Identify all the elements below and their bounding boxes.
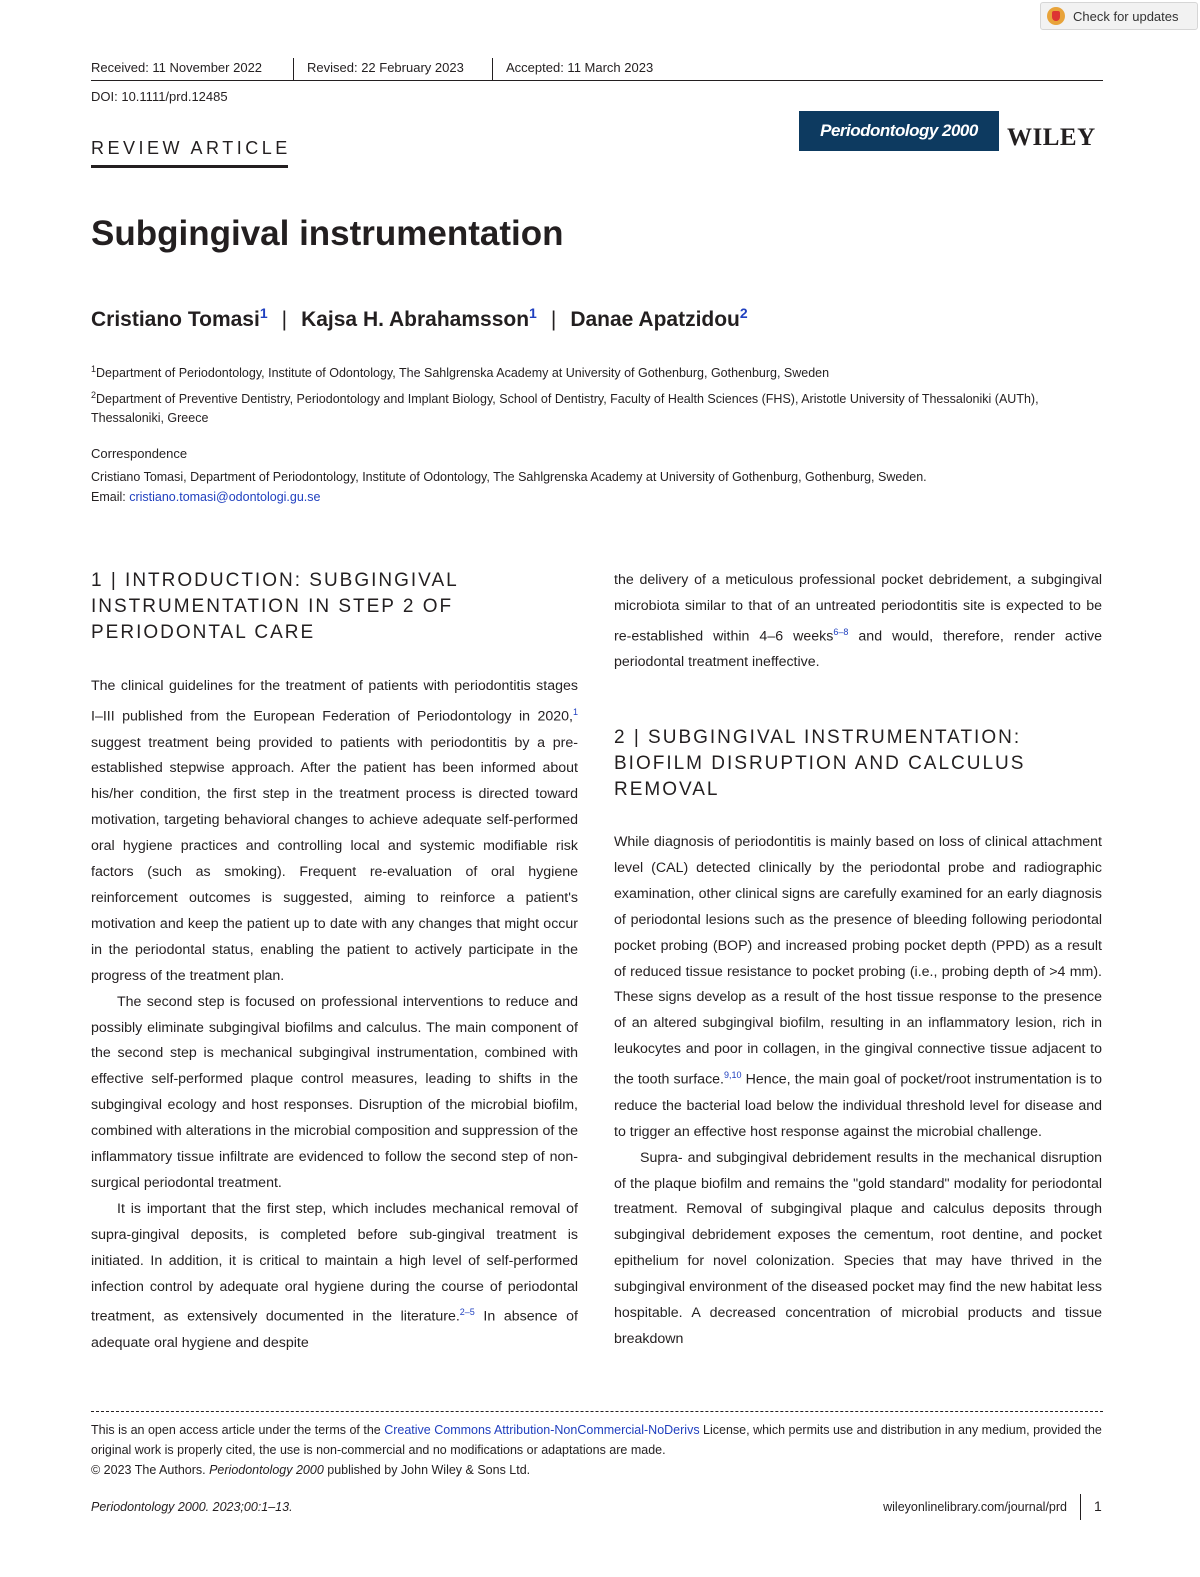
paragraph: The clinical guidelines for the treatment of patients with periodontitis stages I–III published from the European Federation of Periodontology in 2020,$^1$ suggest treatment being provided to patients with periodontitis by a pre-established stepwise approach. After the patient has been informed about his/her condition, the first step in the treatment process is directed toward motivation, targeting behavioral changes to achieve adequate self-performed oral hygiene practices and controlling local and systemic modifiable risk factors (such as smoking). Frequent re-evaluation of oral hygiene reinforcement outcomes is suggested, aiming to reinforce a patient's motivation and keep the patient up to date with any changes that might occur in the periodontal status, enabling the patient to actively participate in the progress of the treatment plan. bbox=[91, 678, 578, 984]
author-aff-ref[interactable]: 1 bbox=[529, 305, 537, 321]
body-column-left bbox=[91, 674, 578, 1357]
affiliation bbox=[91, 360, 1103, 383]
article-type-underline bbox=[91, 165, 288, 168]
affiliation-text: Department of Preventive Dentistry, Periodontology and Implant Biology, School of Dentistry, Faculty of Health Sciences (FHS), Aristotle University of Thessaloniki (AUTh), Thessaloniki, Greece bbox=[91, 392, 1039, 426]
check-for-updates-label: Check for updates bbox=[1073, 8, 1179, 24]
journal-logo: Periodontology 2000 bbox=[799, 111, 999, 151]
author-name[interactable]: Danae Apatzidou bbox=[570, 308, 740, 331]
doi: DOI: 10.1111/prd.12485 bbox=[91, 89, 228, 104]
paragraph: the delivery of a meticulous professional pocket debridement, a subgingival microbiota similar to that of an untreated periodontitis site is expected to be re-established within 4–6 weeks$^{6-8}$ and would, therefore, render active periodontal treatment ineffective. bbox=[614, 572, 1102, 671]
header-rule bbox=[91, 80, 1103, 81]
correspondence-heading: Correspondence bbox=[91, 446, 188, 461]
revised-date: Revised: 22 February 2023 bbox=[307, 60, 464, 75]
article-dates bbox=[91, 58, 1103, 80]
paragraph: The second step is focused on professional interventions to reduce and possibly eliminate subgingival biofilms and calculus. The main component of the second step is mechanical subgingival instrumentation, combined with effective self-performed plaque control measures, leading to shifts in the subgingival ecology and host responses. Disruption of the microbial biofilm, combined with alterations in the microbial composition and suppression of the inflammatory tissue infiltrate are evidenced to follow the second step of non-surgical periodontal treatment. bbox=[91, 993, 578, 1191]
page-number: 1 bbox=[1094, 1498, 1102, 1514]
paragraph: While diagnosis of periodontitis is mainly based on loss of clinical attachment level (CAL) detected clinically by the periodontal probe and radiographic examination, other clinical signs are carefully examined for an early diagnosis of periodontal lesions such as the presence of bleeding following periodontal pocket probing (BOP) and increased probing pocket depth (PPD) as a result of reduced tissue resistance to pocket probing (i.e., probing depth of >4 mm). These signs develop as a result of the host tissue response to the presence of an altered subgingival biofilm, resulting in an inflammatory lesion, rich in leukocytes and poor in collagen, in the gingival connective tissue adjacent to the tooth surface.$^{9,10}$ Hence, the main goal of pocket/root instrumentation is to reduce the bacterial load below the individual threshold level for disease and to trigger an effective host response against the microbial challenge. bbox=[614, 834, 1102, 1140]
citation-ref[interactable]: 1 bbox=[572, 706, 578, 717]
author-name[interactable]: Cristiano Tomasi bbox=[91, 308, 260, 331]
author-aff-ref[interactable]: 2 bbox=[739, 305, 748, 321]
affiliation-number: 2 bbox=[91, 390, 97, 400]
affiliation bbox=[91, 386, 1103, 428]
divider bbox=[492, 58, 493, 80]
body-column-right-continuation bbox=[614, 568, 1102, 676]
author-list bbox=[91, 305, 748, 332]
check-for-updates-button[interactable] bbox=[1040, 2, 1198, 30]
update-badge-icon bbox=[1047, 7, 1065, 25]
affiliation-number: 1 bbox=[91, 364, 97, 374]
license-link[interactable]: Creative Commons Attribution-NonCommercial-NoDerivs bbox=[384, 1423, 700, 1437]
email-label: Email: bbox=[91, 490, 130, 504]
author-aff-ref[interactable]: 1 bbox=[259, 305, 268, 321]
article-type: REVIEW ARTICLE bbox=[91, 138, 291, 158]
copyright: © 2023 The Authors. Periodontology 2000 published by John Wiley & Sons Ltd. bbox=[91, 1463, 531, 1477]
affiliation-text: Department of Periodontology, Institute of Odontology, The Sahlgrenska Academy at University of Gothenburg, Gothenburg, Sweden bbox=[96, 366, 830, 381]
citation-ref[interactable]: 2–5 bbox=[459, 1307, 475, 1318]
footnote-divider bbox=[91, 1411, 1103, 1412]
footer-divider bbox=[1080, 1494, 1081, 1520]
correspondence-block bbox=[91, 467, 1103, 507]
citation-ref[interactable]: 6–8 bbox=[833, 626, 849, 637]
author-separator: | bbox=[281, 308, 288, 331]
license-notice: This is an open access article under the terms of the Creative Commons Attribution-NonCommercial-NoDerivs License, which permits use and distribution in any medium, provided the original work is properly cited, the use is non-commercial and no modifications or adaptations are made. © 2023 The Authors. Periodontology 2000 published by John Wiley & Sons Ltd. bbox=[91, 1420, 1103, 1480]
accepted-date: Accepted: 11 March 2023 bbox=[506, 60, 654, 75]
received-date: Received: 11 November 2022 bbox=[91, 60, 263, 75]
citation-footer: Periodontology 2000. 2023;00:1–13. bbox=[91, 1500, 293, 1514]
author-separator: | bbox=[550, 308, 557, 331]
citation-ref[interactable]: 9,10 bbox=[724, 1070, 742, 1081]
correspondence-text: Cristiano Tomasi, Department of Periodontology, Institute of Odontology, The Sahlgrenska Academy at University of Gothenburg, Gothenburg, Sweden. bbox=[91, 470, 927, 484]
body-column-right bbox=[614, 830, 1102, 1353]
journal-url[interactable]: wileyonlinelibrary.com/journal/prd bbox=[883, 1500, 1067, 1514]
section-heading: 1 | INTRODUCTION: SUBGINGIVAL INSTRUMENTATION IN STEP 2 OF PERIODONTAL CARE bbox=[91, 570, 458, 643]
publisher-logo: WILEY bbox=[1007, 124, 1096, 151]
section-heading: 2 | SUBGINGIVAL INSTRUMENTATION: BIOFILM DISRUPTION AND CALCULUS REMOVAL bbox=[614, 727, 1026, 800]
paragraph: It is important that the first step, which includes mechanical removal of supra-gingival deposits, is completed before sub-gingival treatment is initiated. In addition, it is critical to maintain a high level of self-performed infection control by adequate oral hygiene during the course of periodontal treatment, as extensively documented in the literature.$^{2-5}$ In absence of adequate oral hygiene and despite bbox=[91, 1200, 578, 1352]
paragraph: Supra- and subgingival debridement results in the mechanical disruption of the plaque biofilm and remains the "gold standard" modality for periodontal treatment. Removal of subgingival plaque and calculus deposits through subgingival debridement exposes the cementum, root dentine, and pocket epithelium for novel colonization. Species that may have thrived in the subgingival environment of the diseased pocket may find the new habitat less hospitable. A decreased concentration of microbial products and tissue breakdown bbox=[614, 1149, 1102, 1347]
author-name[interactable]: Kajsa H. Abrahamsson bbox=[301, 308, 530, 331]
divider bbox=[293, 58, 294, 80]
email-link[interactable]: cristiano.tomasi@odontologi.gu.se bbox=[129, 490, 321, 504]
article-title: Subgingival instrumentation bbox=[91, 214, 564, 253]
